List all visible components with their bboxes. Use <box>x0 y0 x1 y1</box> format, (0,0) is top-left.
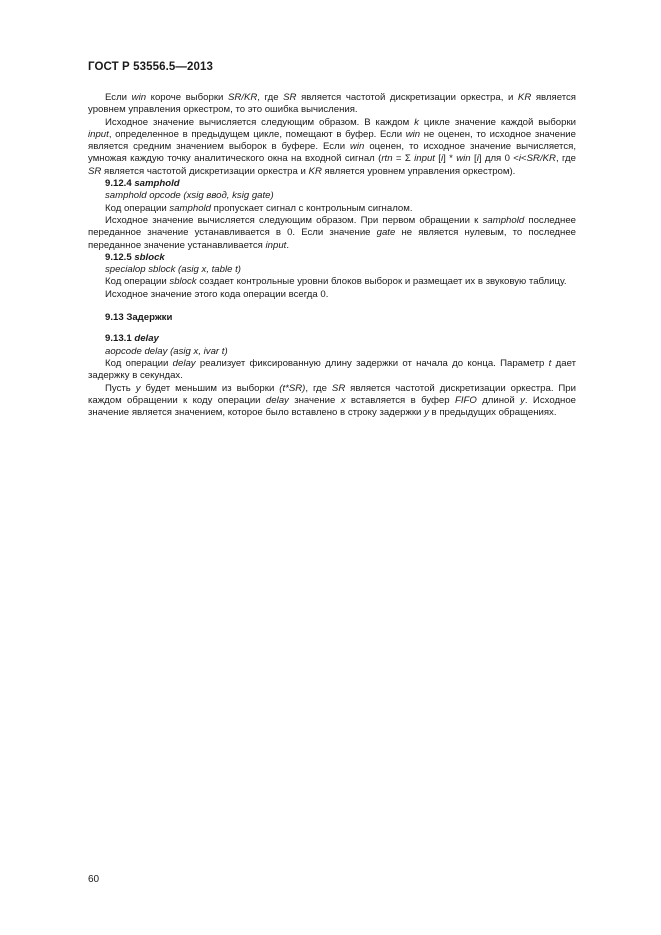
text-run: aopcode delay (asig x, ivar t) <box>105 345 228 357</box>
text-run: sblock <box>134 251 165 263</box>
text-run: будет меньшим из выборки <box>140 382 280 394</box>
text-run: samphold <box>482 214 525 226</box>
paragraph <box>88 276 576 288</box>
text-run: win <box>131 92 147 103</box>
text-run: является частотой дискретизации оркестра и <box>101 165 309 177</box>
text-run: win <box>350 141 365 153</box>
text-run: gate <box>376 227 396 239</box>
text-run: оценен, то исходное значение вычисляется, умножая каждую точку аналитического окна на входной сигнал ( <box>88 141 576 165</box>
text-run: specialop sblock (asig x, table t) <box>105 264 241 276</box>
text-run: в предыдущих обращениях. <box>428 407 557 419</box>
opcode-signature <box>88 346 576 358</box>
text-run: 9.13 Задержки <box>105 312 173 324</box>
text-run: samphold <box>169 202 212 214</box>
paragraph <box>88 358 576 383</box>
text-run: SR <box>88 165 102 177</box>
section-heading <box>88 312 576 324</box>
text-run: является уровнем управления оркестром). <box>321 165 516 177</box>
text-run: создает контрольные уровни блоков выборок и размещает их в звуковую таблицу. <box>196 276 567 288</box>
text-run: Исходное значение вычисляется следующим образом. В каждом <box>105 116 415 128</box>
text-run: реализует фиксированную длину задержки от начала до конца. Параметр <box>195 357 549 369</box>
text-run: является уровнем управления оркестром, то это ошибка вычисления. <box>88 92 576 116</box>
text-run: samphold opcode (xsig ввод, ksig gate) <box>105 190 274 202</box>
text-run: rtn <box>381 153 393 165</box>
text-run: FIFO <box>454 394 477 406</box>
text-run: у <box>135 382 141 394</box>
text-run: i <box>518 153 522 165</box>
text-run: input <box>265 239 287 251</box>
subsection-heading <box>88 252 576 264</box>
text-run: , где <box>555 153 576 165</box>
text-run: (t*SR) <box>279 382 306 394</box>
text-run: delay <box>265 394 289 406</box>
text-run: 9.12.4 <box>105 178 135 190</box>
text-run: Если <box>105 92 132 103</box>
text-run: [ <box>434 153 441 165</box>
text-run: . <box>286 239 290 251</box>
text-run: input <box>414 153 435 165</box>
text-run: SR <box>331 382 346 394</box>
text-run: KR <box>308 165 322 177</box>
text-run: , где <box>305 382 332 394</box>
text-run: не оценен, то исходное значение является средним значением выборок в буфере. Если <box>88 128 576 153</box>
subsection-heading <box>88 333 576 345</box>
document-body <box>88 92 576 419</box>
subsection-heading <box>88 178 576 190</box>
text-run: k <box>414 116 419 128</box>
text-run: у <box>424 407 429 419</box>
text-run: sblock <box>169 276 197 288</box>
text-run: вставляется в буфер <box>345 394 455 406</box>
text-run: delay <box>134 333 159 345</box>
text-run: Исходное значение вычисляется следующим образом. При первом обращении к <box>105 214 483 226</box>
text-run: является частотой дискретизации оркестра, и <box>296 92 518 103</box>
text-run: = Σ <box>392 153 415 165</box>
text-run: Код операции <box>105 357 173 369</box>
text-run: i <box>440 153 444 165</box>
paragraph <box>88 92 576 117</box>
text-run: SR/KR <box>526 153 556 165</box>
text-run: KR <box>517 92 532 103</box>
text-run: win <box>456 153 471 165</box>
text-run: , определенное в предыдущем цикле, помещают в буфер. Если <box>108 128 406 140</box>
text-run: ] для 0 < <box>478 153 519 165</box>
text-run: input <box>88 128 109 140</box>
text-run: ] * <box>443 153 457 165</box>
text-run: Код операции <box>105 276 170 288</box>
text-run: 9.13.1 <box>105 333 135 345</box>
opcode-signature <box>88 190 576 202</box>
paragraph <box>88 215 576 252</box>
text-run: < <box>521 153 527 165</box>
text-run: является частотой дискретизации оркестра. При каждом обращении к коду операции <box>88 382 576 406</box>
text-run: SR/KR <box>227 92 258 103</box>
text-run: , где <box>257 92 284 103</box>
text-run: samphold <box>134 178 180 190</box>
text-run: пропускает сигнал с контрольным сигналом. <box>211 202 413 214</box>
text-run: [ <box>470 153 477 165</box>
text-run: значение <box>288 394 341 406</box>
paragraph <box>88 203 576 215</box>
text-run: короче выборки <box>146 92 228 103</box>
text-run: x <box>340 394 346 406</box>
text-run: последнее переданное значение устанавливается в 0. Если значение <box>88 214 576 239</box>
paragraph <box>88 117 576 178</box>
text-run: delay <box>172 357 196 369</box>
text-run: Исходное значение этого кода операции всегда 0. <box>105 288 329 300</box>
text-run: дает задержку в секундах. <box>88 357 576 382</box>
paragraph <box>88 383 576 420</box>
text-run: Пусть <box>105 382 136 394</box>
page-number: 60 <box>88 874 100 885</box>
text-run: i <box>476 153 479 165</box>
text-run: Код операции <box>105 202 170 214</box>
text-run: длиной <box>476 394 521 406</box>
text-run: SR <box>283 92 297 103</box>
text-run: не является нулевым, то последнее переданное значение устанавливается <box>88 227 577 251</box>
document-header: ГОСТ Р 53556.5—2013 <box>88 61 213 73</box>
opcode-signature <box>88 264 576 276</box>
paragraph <box>88 289 576 301</box>
text-run: . Исходное значение является значением, которое было вставлено в строку задержки <box>88 394 577 419</box>
text-run: y <box>520 394 525 406</box>
text-run: цикле значение каждой выборки <box>418 116 576 128</box>
text-run: t <box>548 357 552 369</box>
text-run: 9.12.5 <box>105 251 135 263</box>
text-run: win <box>405 128 421 140</box>
